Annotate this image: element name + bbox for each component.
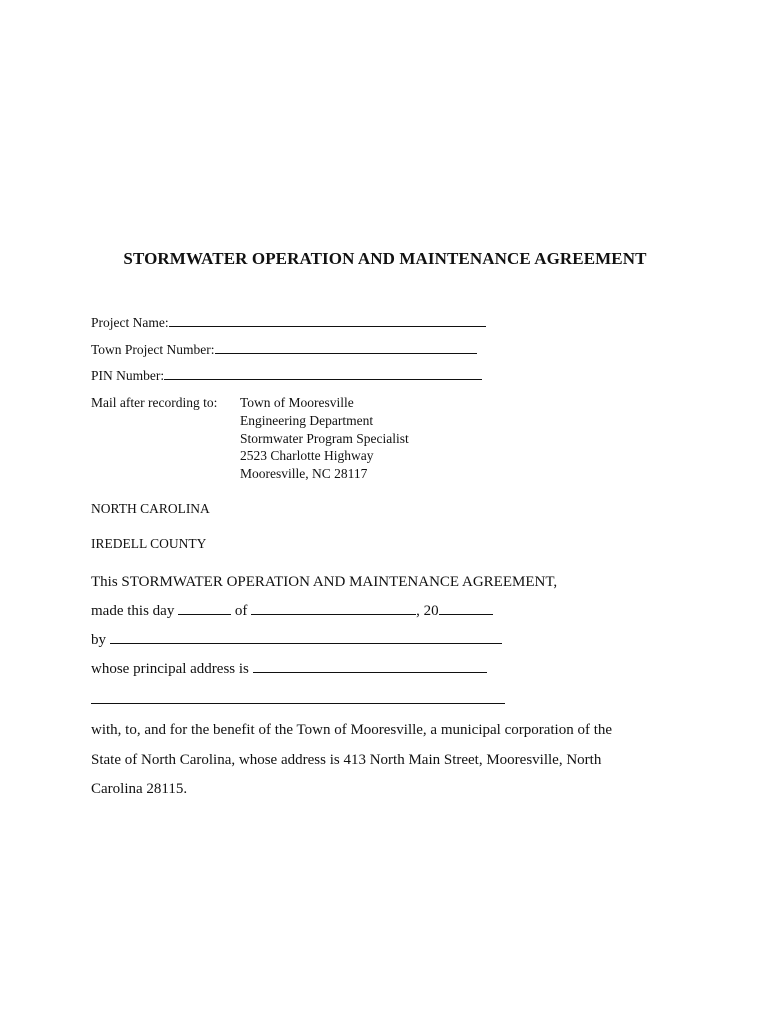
- county-heading: IREDELL COUNTY: [91, 536, 207, 551]
- pin-number-row: [91, 367, 482, 385]
- mail-address-line: Engineering Department: [240, 412, 374, 428]
- year-blank[interactable]: [439, 601, 493, 615]
- by-blank[interactable]: [110, 630, 502, 644]
- project-name-blank[interactable]: [169, 314, 486, 327]
- pin-number-label: PIN Number:: [91, 368, 165, 383]
- document-title: STORMWATER OPERATION AND MAINTENANCE AGREEMENT: [123, 249, 647, 268]
- state-heading: NORTH CAROLINA: [91, 501, 210, 516]
- made-this-day-label: made this day: [91, 603, 175, 619]
- month-blank[interactable]: [251, 601, 416, 615]
- mail-address-line: Mooresville, NC 28117: [240, 466, 368, 482]
- mail-address-line: Town of Mooresville: [240, 395, 354, 410]
- town-project-number-label: Town Project Number:: [91, 342, 215, 357]
- paragraph-line: State of North Carolina, whose address is 413 North Main Street, Mooresville, North: [91, 751, 602, 768]
- mail-after-recording-label: Mail after recording to:: [91, 395, 218, 410]
- town-project-number-blank[interactable]: [215, 341, 477, 354]
- agreement-intro: This STORMWATER OPERATION AND MAINTENANCE AGREEMENT,: [91, 574, 558, 590]
- paragraph-line: Carolina 28115.: [91, 781, 188, 797]
- day-blank[interactable]: [178, 601, 231, 615]
- principal-address-blank[interactable]: [253, 659, 487, 673]
- by-row: [91, 630, 502, 650]
- mail-address-line: Stormwater Program Specialist: [240, 430, 409, 446]
- principal-address-row: [91, 659, 487, 679]
- year-prefix: , 20: [416, 603, 439, 619]
- mail-address: [240, 394, 409, 483]
- of-label: of: [234, 603, 248, 619]
- agreement-paragraph: [91, 716, 691, 805]
- project-name-label: Project Name:: [91, 315, 169, 330]
- principal-address-label: whose principal address is: [91, 661, 249, 677]
- made-this-day-row: [91, 601, 493, 621]
- pin-number-blank[interactable]: [164, 367, 482, 380]
- by-label: by: [91, 632, 106, 648]
- mail-address-line: 2523 Charlotte Highway: [240, 448, 374, 464]
- paragraph-line: with, to, and for the benefit of the Town of Mooresville, a municipal corporation of the: [91, 722, 613, 738]
- address-continuation-blank[interactable]: [91, 703, 505, 704]
- project-name-row: [91, 314, 486, 332]
- mail-after-recording-block: [91, 394, 409, 483]
- town-project-number-row: [91, 341, 477, 359]
